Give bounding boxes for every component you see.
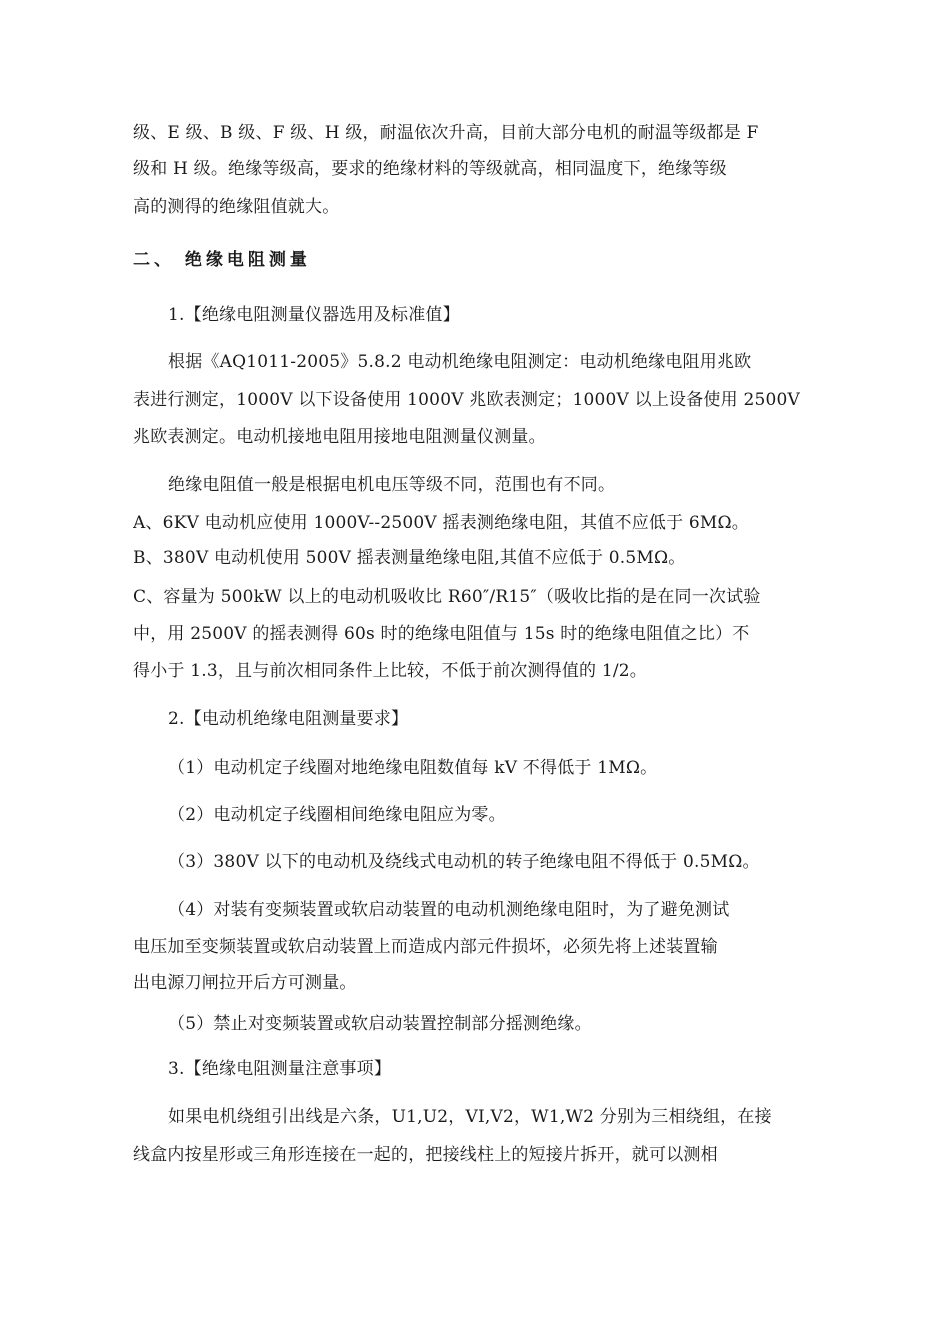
- list-item: （4）对装有变频装置或软启动装置的电动机测绝缘电阻时，为了避免测试: [168, 900, 730, 920]
- paragraph-line: 高的测得的绝缘阻值就大。: [133, 197, 340, 217]
- subsection-heading: 2.【电动机绝缘电阻测量要求】: [168, 709, 409, 729]
- paragraph-line: 中，用 2500V 的摇表测得 60s 时的绝缘电阻值与 15s 时的绝缘电阻值之比）不: [133, 624, 750, 644]
- paragraph-line: 出电源刀闸拉开后方可测量。: [133, 973, 357, 993]
- list-item: （2）电动机定子线圈相间绝缘电阻应为零。: [168, 805, 506, 825]
- paragraph-line: 级、E 级、B 级、F 级、H 级，耐温依次升高，目前大部分电机的耐温等级都是 F: [133, 123, 759, 143]
- section-heading: 二、 绝缘电阻测量: [133, 250, 311, 270]
- list-item: （5）禁止对变频装置或软启动装置控制部分摇测绝缘。: [168, 1014, 592, 1034]
- list-item: C、容量为 500kW 以上的电动机吸收比 R60″/R15″（吸收比指的是在同一次试验: [133, 587, 761, 607]
- list-item: （3）380V 以下的电动机及绕线式电动机的转子绝缘电阻不得低于 0.5MΩ。: [168, 852, 760, 872]
- paragraph-line: 电压加至变频装置或软启动装置上而造成内部元件损坏，必须先将上述装置输: [133, 937, 718, 957]
- paragraph-line: 线盒内按星形或三角形连接在一起的，把接线柱上的短接片拆开，就可以测相: [133, 1145, 718, 1165]
- paragraph-line: 根据《AQ1011-2005》5.8.2 电动机绝缘电阻测定：电动机绝缘电阻用兆欧: [168, 352, 752, 372]
- paragraph-line: 表进行测定，1000V 以下设备使用 1000V 兆欧表测定；1000V 以上设备使用 2500V: [133, 390, 800, 410]
- paragraph-line: 得小于 1.3，且与前次相同条件上比较，不低于前次测得值的 1/2。: [133, 661, 648, 681]
- subsection-heading: 3.【绝缘电阻测量注意事项】: [168, 1059, 392, 1079]
- paragraph-line: 如果电机绕组引出线是六条，U1,U2，VI,V2，W1,W2 分别为三相绕组，在接: [168, 1107, 772, 1127]
- paragraph-line: 兆欧表测定。电动机接地电阻用接地电阻测量仪测量。: [133, 427, 546, 447]
- list-item: （1）电动机定子线圈对地绝缘电阻数值每 kV 不得低于 1MΩ。: [168, 758, 658, 778]
- paragraph-line: 级和 H 级。绝缘等级高，要求的绝缘材料的等级就高，相同温度下，绝缘等级: [133, 159, 727, 179]
- list-item: A、6KV 电动机应使用 1000V--2500V 摇表测绝缘电阻，其值不应低于 6MΩ。: [133, 513, 750, 533]
- list-item: B、380V 电动机使用 500V 摇表测量绝缘电阻,其值不应低于 0.5MΩ。: [133, 548, 686, 568]
- paragraph-line: 绝缘电阻值一般是根据电机电压等级不同，范围也有不同。: [168, 475, 616, 495]
- subsection-heading: 1.【绝缘电阻测量仪器选用及标准值】: [168, 305, 460, 325]
